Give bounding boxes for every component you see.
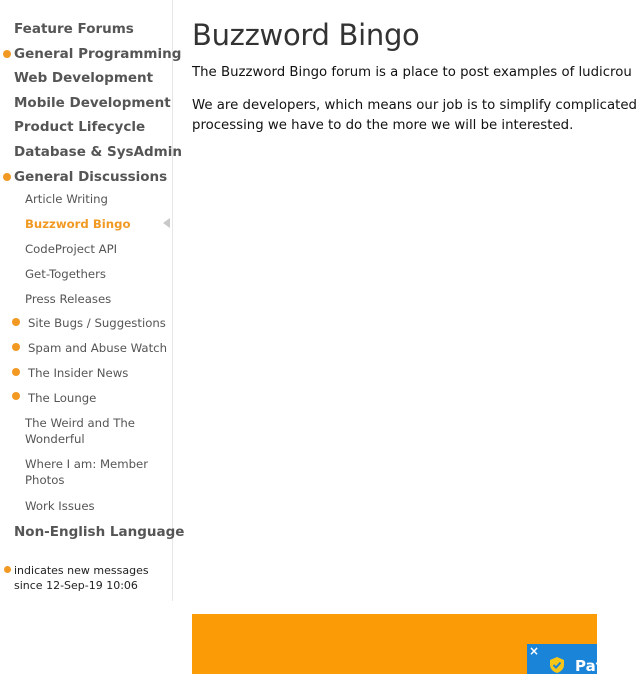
- forum-description: The Buzzword Bingo forum is a place to post examples of ludicrou: [192, 65, 632, 80]
- sidebar-category-feature-forums[interactable]: Feature Forums: [14, 21, 134, 37]
- sidebar-category-non-english-language[interactable]: Non-English Language: [14, 524, 185, 540]
- new-messages-indicator: [12, 392, 20, 400]
- new-messages-indicator: [12, 368, 20, 376]
- forum-description-line: We are developers, which means our job is to simplify complicated: [192, 98, 637, 113]
- sidebar-category-general-programming[interactable]: General Programming: [14, 46, 182, 62]
- sidebar-item-article-writing[interactable]: Article Writing: [25, 192, 108, 206]
- new-messages-indicator: [3, 50, 11, 58]
- close-icon[interactable]: ×: [529, 644, 540, 658]
- sidebar-item-spam-abuse-watch[interactable]: Spam and Abuse Watch: [28, 341, 168, 355]
- sidebar-item-site-bugs[interactable]: Site Bugs / Suggestions: [28, 316, 166, 330]
- sidebar-item-member-photos[interactable]: Where I am: Member Photos: [25, 457, 149, 487]
- new-messages-indicator: [3, 173, 11, 181]
- sidebar-category-general-discussions[interactable]: General Discussions: [14, 169, 168, 185]
- new-messages-indicator: [12, 343, 20, 351]
- notification-popup[interactable]: [527, 644, 603, 675]
- sidebar-item-the-lounge[interactable]: The Lounge: [28, 391, 97, 405]
- sidebar-item-insider-news[interactable]: The Insider News: [28, 366, 129, 380]
- sidebar-category-product-lifecycle[interactable]: Product Lifecycle: [14, 119, 146, 135]
- shield-check-icon: [548, 656, 566, 674]
- new-messages-legend-dot: [4, 566, 11, 573]
- sidebar-item-work-issues[interactable]: Work Issues: [25, 499, 95, 513]
- popup-label: Pat: [575, 657, 603, 675]
- forum-description-line: processing we have to do the more we will be interested.: [192, 118, 574, 133]
- sidebar-item-press-releases[interactable]: Press Releases: [25, 292, 112, 306]
- new-messages-indicator: [12, 318, 20, 326]
- active-item-arrow-icon: [163, 218, 170, 228]
- sidebar-category-web-development[interactable]: Web Development: [14, 70, 154, 86]
- page-title: Buzzword Bingo: [192, 18, 420, 52]
- sidebar-category-mobile-development[interactable]: Mobile Development: [14, 95, 171, 111]
- forum-sidebar: [0, 0, 185, 601]
- new-messages-legend: indicates new messages since 12-Sep-19 10:06: [14, 564, 149, 592]
- sidebar-item-get-togethers[interactable]: Get-Togethers: [25, 267, 106, 281]
- sidebar-item-buzzword-bingo[interactable]: Buzzword Bingo: [25, 217, 131, 231]
- sidebar-category-database-sysadmin[interactable]: Database & SysAdmin: [14, 144, 182, 160]
- sidebar-item-codeproject-api[interactable]: CodeProject API: [25, 242, 118, 256]
- sidebar-item-weird-and-wonderful[interactable]: The Weird and The Wonderful: [25, 416, 135, 446]
